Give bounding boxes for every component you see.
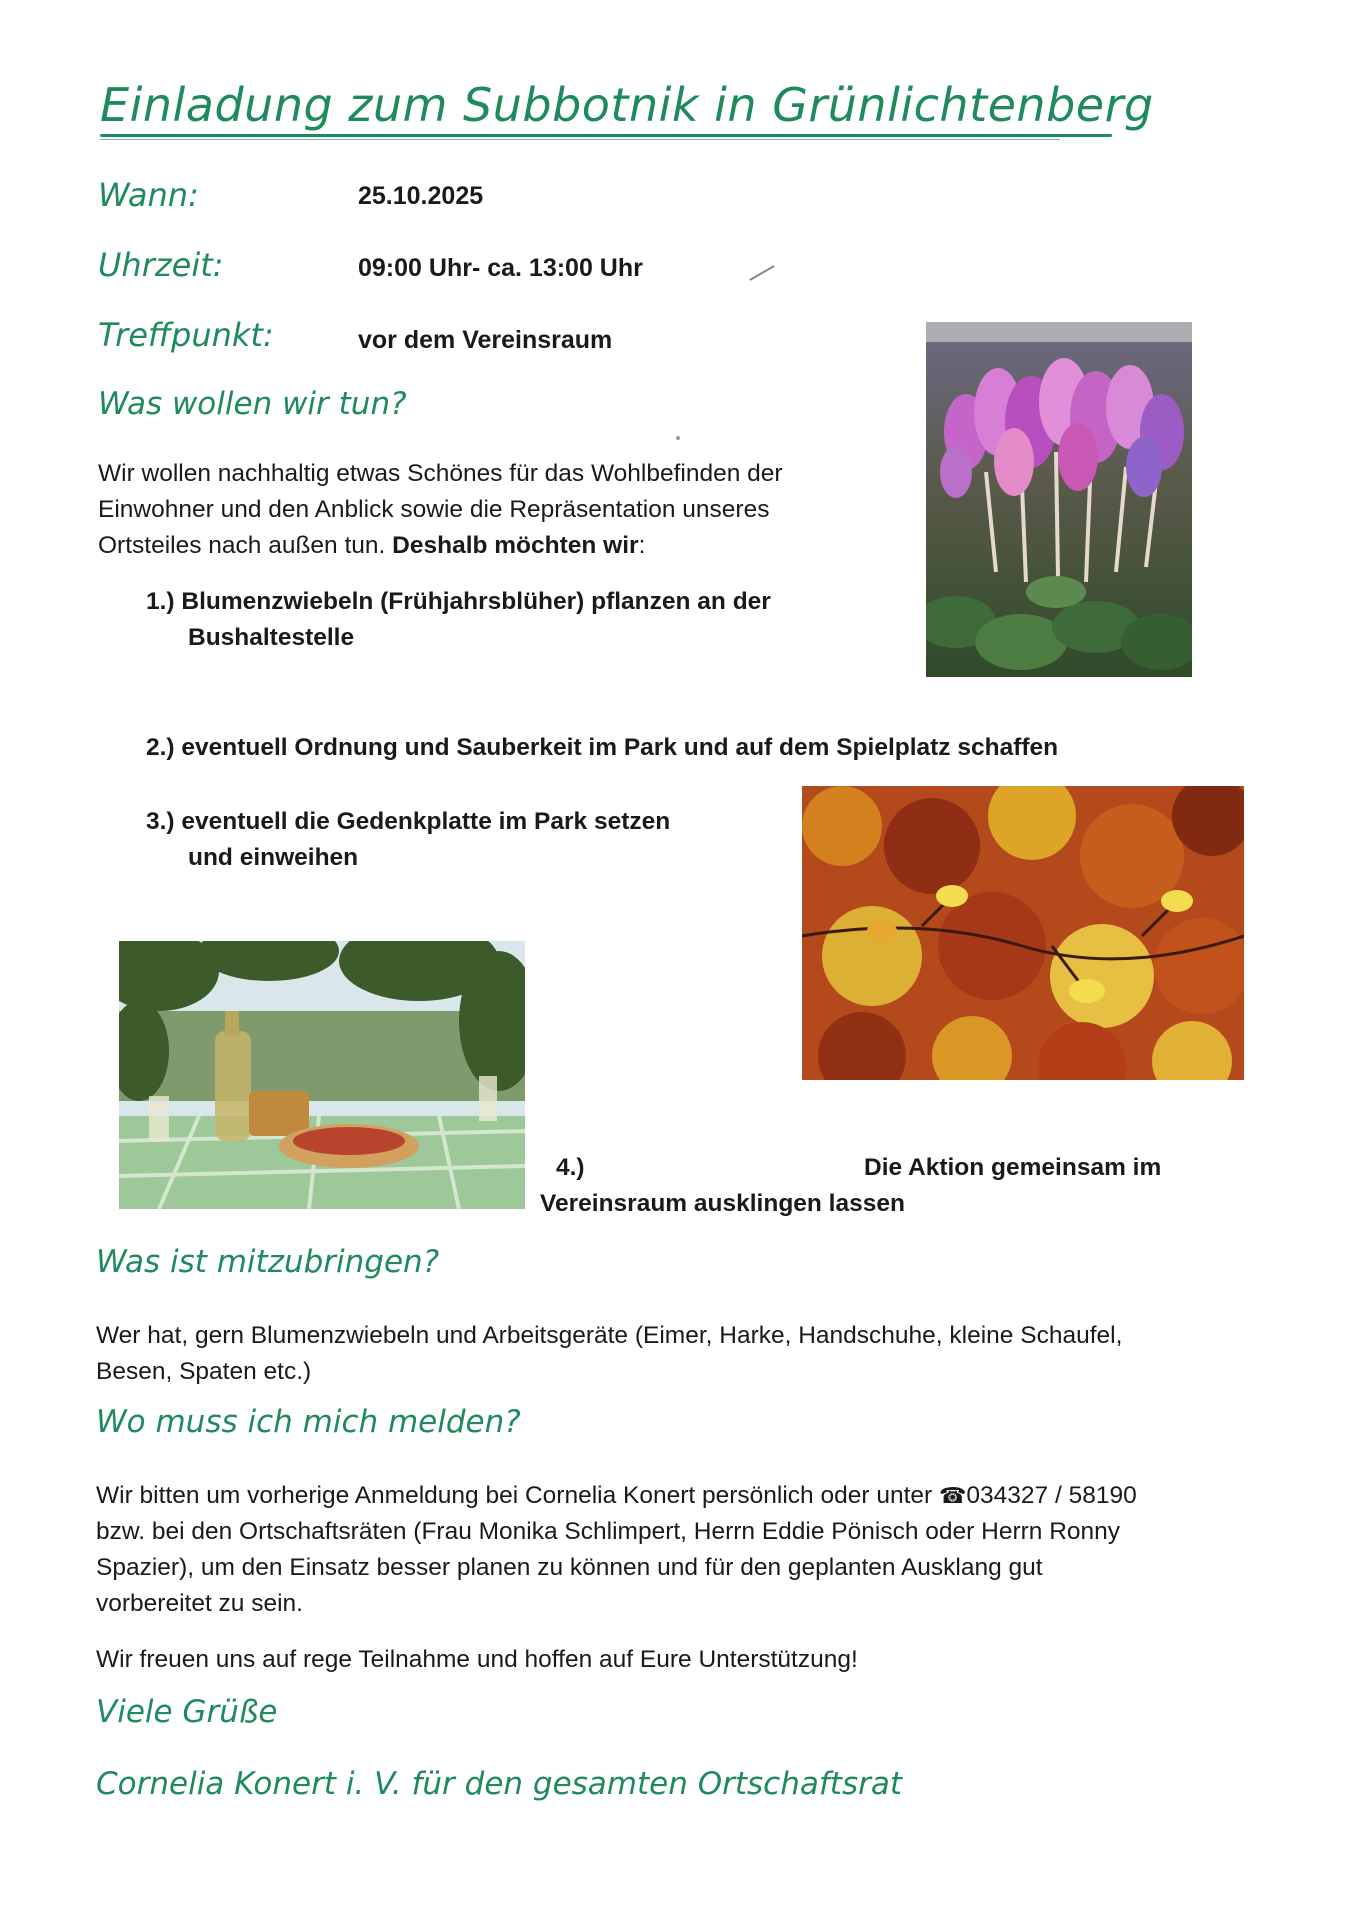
autumn-leaves-photo xyxy=(802,786,1244,1080)
register-text: Wir bitten um vorherige Anmeldung bei Cornelia Konert persönlich oder unter xyxy=(96,1482,939,1509)
meeting-point-value: vor dem Vereinsraum xyxy=(358,326,613,354)
telephone-icon: ☎ xyxy=(938,1483,967,1508)
section-heading-register: Wo muss ich mich melden? xyxy=(96,1404,521,1440)
list-item-1 xyxy=(146,584,886,656)
intro-line: Wir wollen nachhaltig etwas Schönes für das Wohlbefinden der xyxy=(98,460,783,487)
register-line: vorbereitet zu sein. xyxy=(96,1590,303,1617)
intro-paragraph xyxy=(98,456,898,564)
register-line: Spazier), um den Einsatz besser planen zu können und für den geplanten Ausklang gut xyxy=(96,1554,1043,1581)
phone-number: 034327 / 58190 xyxy=(966,1482,1137,1509)
intro-text: Ortsteiles nach außen tun. xyxy=(98,532,393,559)
bring-line: Wer hat, gern Blumenzwiebeln und Arbeitsgeräte (Eimer, Harke, Handschuhe, kleine Schaufel, xyxy=(96,1322,1123,1349)
list-item-text: und einweihen xyxy=(188,844,359,871)
intro-colon: : xyxy=(638,532,646,559)
title-underline xyxy=(100,134,1112,137)
intro-emphasis: Deshalb möchten wir xyxy=(392,532,639,559)
register-paragraph xyxy=(96,1478,1137,1622)
section-heading-what: Was wollen wir tun? xyxy=(98,386,407,422)
meeting-point-label: Treffpunkt: xyxy=(98,316,274,354)
bring-paragraph xyxy=(96,1318,1122,1390)
list-item-text: 3.) eventuell die Gedenkplatte im Park setzen xyxy=(146,808,671,835)
list-item-2: 2.) eventuell Ordnung und Sauberkeit im Park und auf dem Spielplatz schaffen xyxy=(146,734,1059,761)
list-item-4-number: 4.) xyxy=(556,1154,585,1181)
intro-line xyxy=(98,528,898,564)
signature: Cornelia Konert i. V. für den gesamten Ortschaftsrat xyxy=(96,1766,902,1802)
when-label: Wann: xyxy=(98,176,199,214)
greeting: Viele Grüße xyxy=(96,1694,278,1730)
scan-speck xyxy=(676,436,680,440)
list-item-text: 1.) Blumenzwiebeln (Frühjahrsblüher) pflanzen an der xyxy=(146,588,771,615)
bring-line: Besen, Spaten etc.) xyxy=(96,1358,312,1385)
register-line xyxy=(96,1478,1137,1514)
title-underline-secondary xyxy=(100,139,1060,140)
picnic-table-photo xyxy=(119,941,525,1209)
scan-mark xyxy=(749,265,774,281)
list-item-4-text: Die Aktion gemeinsam im xyxy=(864,1154,1162,1181)
list-item-text: Bushaltestelle xyxy=(188,624,355,651)
section-heading-bring: Was ist mitzubringen? xyxy=(96,1244,440,1280)
register-line: bzw. bei den Ortschaftsräten (Frau Monika Schlimpert, Herrn Eddie Pönisch oder Herrn Ronny xyxy=(96,1518,1121,1545)
intro-line: Einwohner und den Anblick sowie die Repräsentation unseres xyxy=(98,496,770,523)
crocus-photo xyxy=(926,322,1192,677)
list-item-3 xyxy=(146,804,806,876)
page-title: Einladung zum Subbotnik in Grünlichtenberg xyxy=(100,78,1154,132)
time-label: Uhrzeit: xyxy=(98,246,224,284)
thanks-text: Wir freuen uns auf rege Teilnahme und hoffen auf Eure Unterstützung! xyxy=(96,1646,858,1673)
list-item-4-text-cont: Vereinsraum ausklingen lassen xyxy=(540,1190,905,1217)
when-value: 25.10.2025 xyxy=(358,182,484,210)
time-value: 09:00 Uhr- ca. 13:00 Uhr xyxy=(358,254,643,282)
